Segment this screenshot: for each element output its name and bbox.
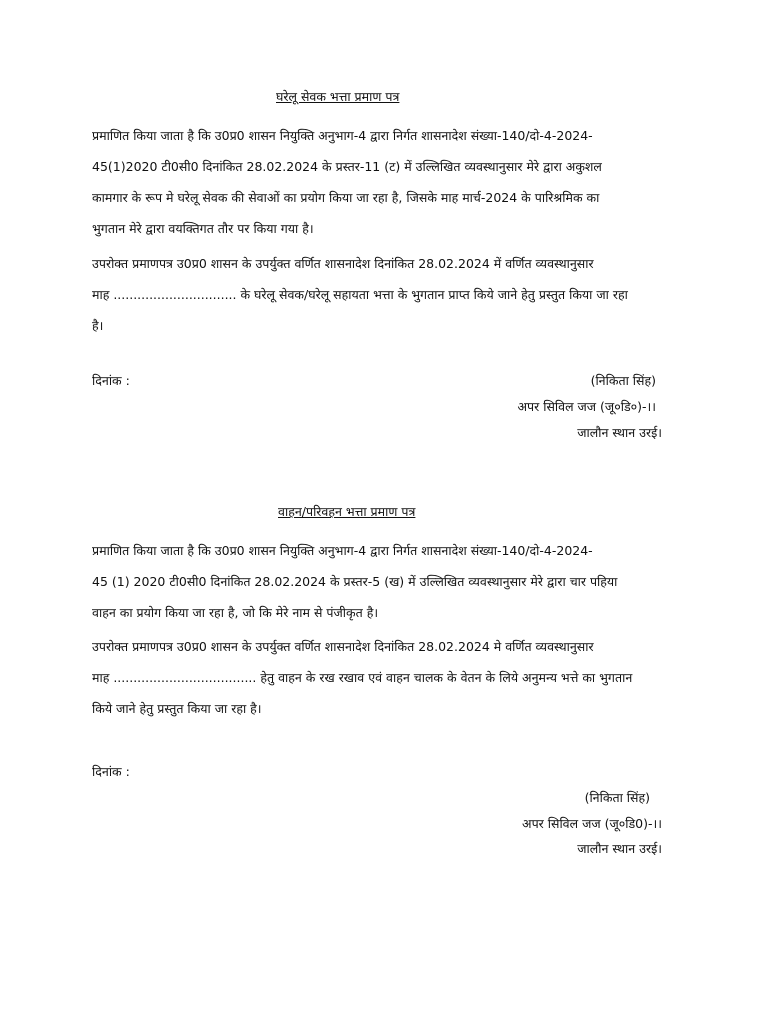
certificate-title: वाहन/परिवहन भत्ता प्रमाण पत्र (278, 504, 416, 519)
paragraph-line: प्रमाणित किया जाता है कि उ0प्र0 शासन नियुक्ति अनुभाग-4 द्वारा निर्गत शासनादेश संख्या-140/दो-4-2024- (92, 543, 593, 558)
date-label: दिनांक : (92, 764, 130, 779)
signatory-designation: अपर सिविल जज (जू०डि०)-।। (517, 399, 656, 414)
certificate-paragraph (92, 120, 682, 244)
paragraph-line: 45(1)2020 टी0सी0 दिनांकित 28.02.2024 के प्रस्तर-11 (ट) में उल्लिखित व्यवस्थानुसार मेरे द्वारा अकुशल (92, 159, 602, 174)
certificate-paragraph (92, 631, 682, 724)
certificate-paragraph (92, 248, 682, 341)
paragraph-line: उपरोक्त प्रमाणपत्र उ0प्र0 शासन के उपर्युक्त वर्णित शासनादेश दिनांकित 28.02.2024 मे वर्णित व्यवस्थानुसार (92, 639, 594, 654)
signatory-location: जालौन स्थान उरई। (577, 841, 662, 856)
signatory-name: (निकिता सिंह) (584, 790, 650, 805)
paragraph-line: है। (92, 318, 104, 333)
certificate-paragraph (92, 535, 682, 628)
paragraph-line: 45 (1) 2020 टी0सी0 दिनांकित 28.02.2024 के प्रस्तर-5 (ख) में उल्लिखित व्यवस्थानुसार मेरे द्वारा चार पहिया (92, 574, 618, 589)
signatory-name: (निकिता सिंह) (590, 373, 656, 388)
paragraph-line: भुगतान मेरे द्वारा वयक्तिगत तौर पर किया गया है। (92, 221, 314, 236)
signatory-designation: अपर सिविल जज (जू०डि0)-।। (522, 816, 662, 831)
paragraph-line: प्रमाणित किया जाता है कि उ0प्र0 शासन नियुक्ति अनुभाग-4 द्वारा निर्गत शासनादेश संख्या-140/दो-4-2024- (92, 128, 593, 143)
date-label: दिनांक : (92, 373, 130, 388)
certificate-title: घरेलू सेवक भत्ता प्रमाण पत्र (276, 89, 400, 104)
paragraph-line: किये जाने हेतु प्रस्तुत किया जा रहा है। (92, 701, 262, 716)
paragraph-line: माह .................................... हेतु वाहन के रख रखाव एवं वाहन चालक के वेतन के लिये अनुमन्य भत्ते का भुगतान (92, 670, 633, 685)
paragraph-line: उपरोक्त प्रमाणपत्र उ0प्र0 शासन के उपर्युक्त वर्णित शासनादेश दिनांकित 28.02.2024 में वर्णित व्यवस्थानुसार (92, 256, 594, 271)
paragraph-line: वाहन का प्रयोग किया जा रहा है, जो कि मेरे नाम से पंजीकृत है। (92, 605, 379, 620)
signatory-location: जालौन स्थान उरई। (577, 425, 662, 440)
paragraph-line: कामगार के रूप मे घरेलू सेवक की सेवाओं का प्रयोग किया जा रहा है, जिसके माह मार्च-2024 के पारिश्रमिक का (92, 190, 600, 205)
paragraph-line: माह ............................... के घरेलू सेवक/घरेलू सहायता भत्ता के भुगतान प्राप्त किये जाने हेतु प्रस्तुत किया जा रहा (92, 287, 628, 302)
